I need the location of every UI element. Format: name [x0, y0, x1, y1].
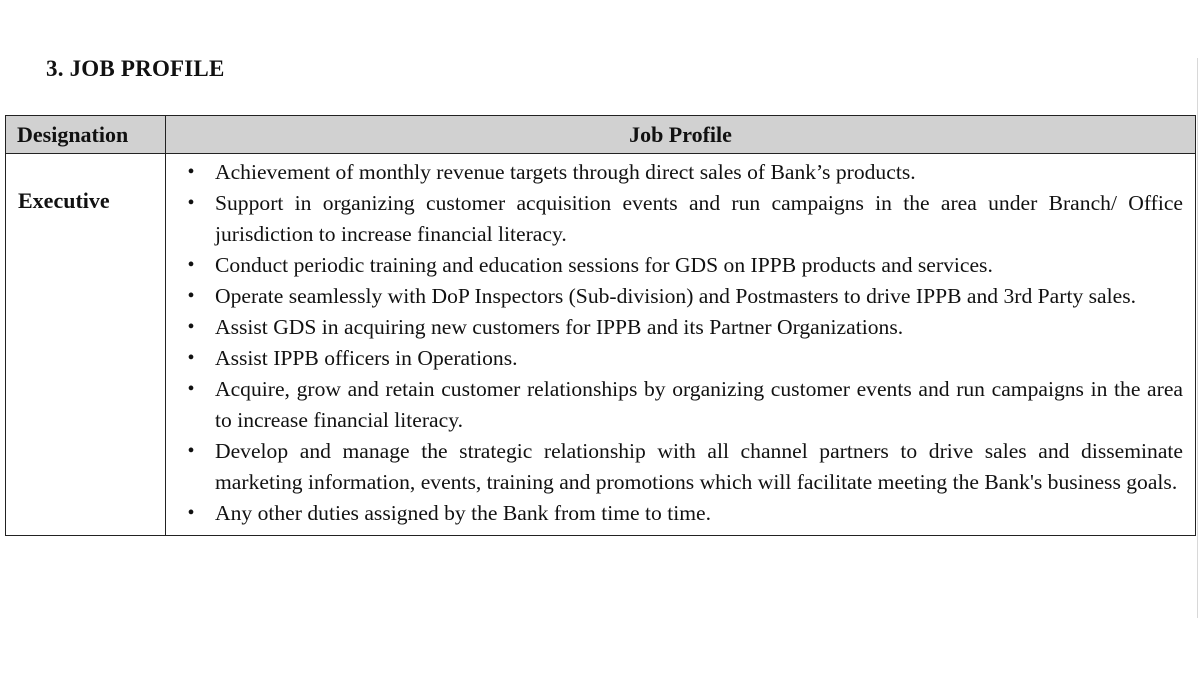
duty-text: Support in organizing customer acquisition events and run campaigns in the area under Branch/ Office jurisdiction to increase financial literacy. [215, 191, 1183, 246]
bullet-icon: • [187, 316, 195, 338]
bullet-icon: • [187, 347, 195, 369]
bullet-icon: • [187, 192, 195, 214]
page-edge-divider [1197, 58, 1198, 618]
list-item [184, 374, 1183, 436]
duty-text: Assist IPPB officers in Operations. [215, 346, 518, 370]
bullet-icon: • [187, 378, 195, 400]
list-item [184, 498, 1183, 529]
duty-text: Achievement of monthly revenue targets through direct sales of Bank’s products. [215, 160, 916, 184]
list-item [184, 188, 1183, 250]
list-item [184, 312, 1183, 343]
list-item [184, 343, 1183, 374]
table-header-row [6, 116, 1196, 154]
bullet-icon: • [187, 502, 195, 524]
designation-cell: Executive [6, 154, 166, 536]
list-item [184, 436, 1183, 498]
job-profile-table [5, 115, 1196, 536]
duty-text: Assist GDS in acquiring new customers for IPPB and its Partner Organizations. [215, 315, 904, 339]
duty-text: Acquire, grow and retain customer relationships by organizing customer events and run campaigns in the area to increase financial literacy. [215, 377, 1183, 432]
bullet-icon: • [187, 285, 195, 307]
table-row [6, 154, 1196, 536]
job-profile-column-header: Job Profile [166, 116, 1196, 154]
designation-column-header: Designation [6, 116, 166, 154]
list-item [184, 250, 1183, 281]
section-title: 3. JOB PROFILE [46, 56, 225, 81]
bullet-icon: • [187, 440, 195, 462]
bullet-icon: • [187, 254, 195, 276]
duty-text: Operate seamlessly with DoP Inspectors (Sub-division) and Postmasters to drive IPPB and 3rd Party sales. [215, 284, 1137, 308]
duty-text: Conduct periodic training and education sessions for GDS on IPPB products and services. [215, 253, 993, 277]
list-item [184, 157, 1183, 188]
duty-text: Any other duties assigned by the Bank from time to time. [215, 501, 711, 525]
list-item [184, 281, 1183, 312]
job-profile-cell [166, 154, 1196, 536]
duty-text: Develop and manage the strategic relationship with all channel partners to drive sales and disseminate marketing information, events, training and promotions which will facilitate meeting the Bank's business goals. [215, 439, 1183, 494]
duties-list [184, 157, 1183, 529]
bullet-icon: • [187, 161, 195, 183]
